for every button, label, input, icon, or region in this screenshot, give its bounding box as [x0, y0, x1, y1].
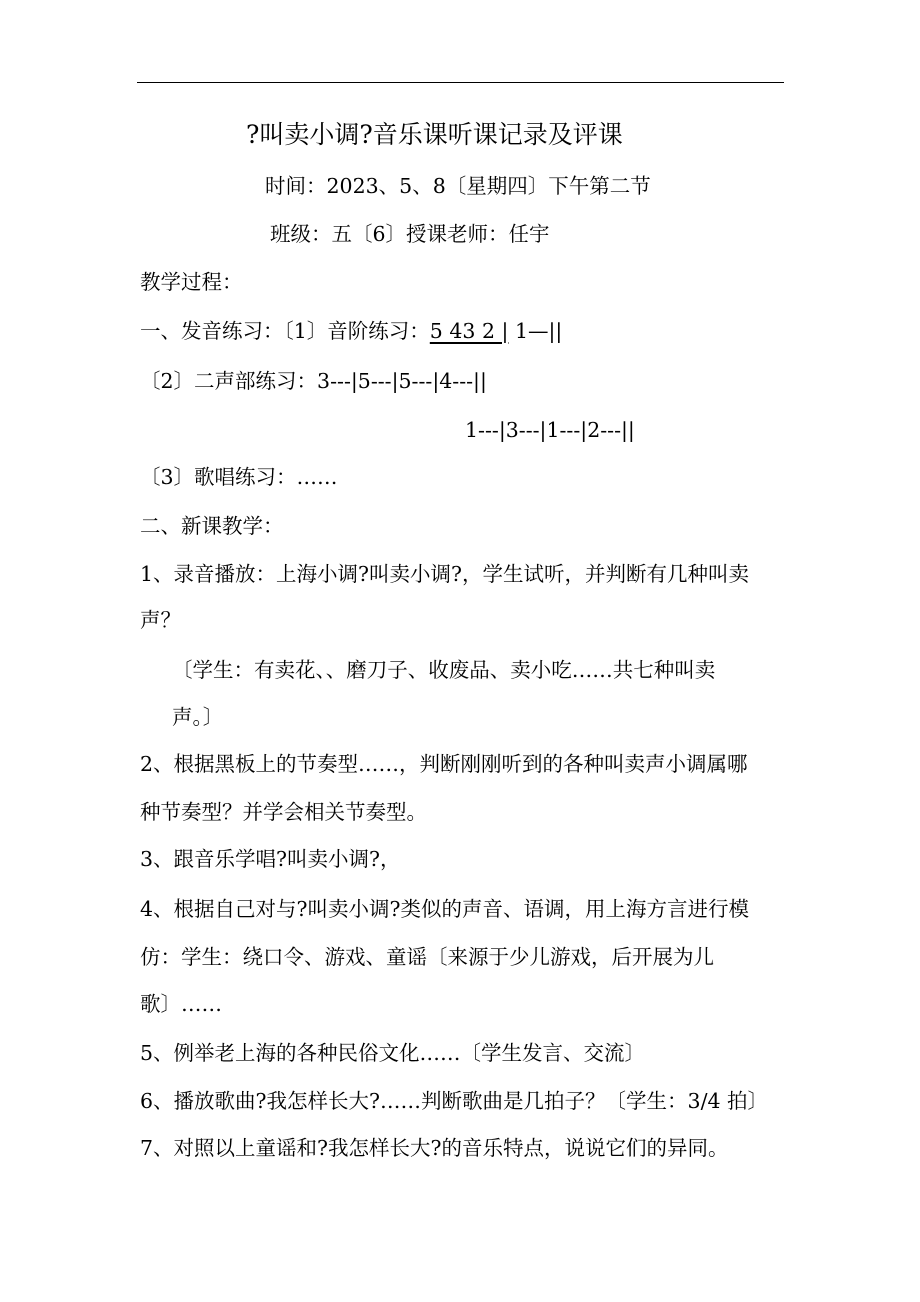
singing-practice-line: 〔3〕歌唱练习：……: [140, 465, 338, 489]
item3-line: 3、跟音乐学唱?叫卖小调?，: [140, 847, 401, 871]
time-line: 时间：2023、5、8〔星期四〕下午第二节: [265, 174, 651, 198]
item4-line3: 歌〕……: [140, 992, 222, 1016]
item5-line: 5、例举老上海的各种民俗文化……〔学生发言、交流〕: [140, 1041, 646, 1065]
item7-line: 7、对照以上童谣和?我怎样长大?的音乐特点，说说它们的异同。: [140, 1136, 729, 1160]
scale-practice-line: [140, 317, 562, 345]
section2-heading: 二、新课教学：: [140, 514, 284, 538]
item1-note-line1: 〔学生：有卖花、、磨刀子、收废品、卖小吃……共七种叫卖: [172, 658, 716, 682]
item1-line1: 1、录音播放：上海小调?叫卖小调?，学生试听，并判断有几种叫卖: [140, 562, 750, 586]
item2-line2: 种节奏型？并学会相关节奏型。: [140, 800, 427, 824]
item1-note-line2: 声。〕: [172, 705, 224, 729]
item4-line1: 4、根据自己对与?叫卖小调?类似的声音、语调，用上海方言进行模: [140, 897, 750, 921]
scale-practice-label: 一、发音练习：〔1〕音阶练习：: [140, 319, 430, 343]
item4-line2: 仿：学生：绕口令、游戏、童谣〔来源于少儿游戏，后开展为儿: [140, 945, 714, 969]
item2-line1: 2、根据黑板上的节奏型……，判断刚刚听到的各种叫卖声小调属哪: [140, 752, 748, 776]
scale-ending: 1—||: [508, 319, 563, 343]
item1-line2: 声？: [140, 608, 181, 632]
two-part-lower-voice: 1---|3---|1---|2---||: [465, 418, 635, 442]
process-heading: 教学过程：: [140, 270, 243, 294]
scale-notes: 5 43 2 |: [429, 319, 509, 343]
page-title: ?叫卖小调?音乐课听课记录及评课: [246, 120, 623, 149]
two-part-practice-line: 〔2〕二声部练习：3---|5---|5---|4---||: [140, 369, 487, 393]
class-line: 班级：五〔6〕授课老师：任宇: [270, 222, 550, 246]
item6-line: 6、播放歌曲?我怎样长大?……判断歌曲是几拍子？〔学生：3/4 拍〕: [140, 1089, 769, 1113]
header-rule: [137, 82, 784, 83]
